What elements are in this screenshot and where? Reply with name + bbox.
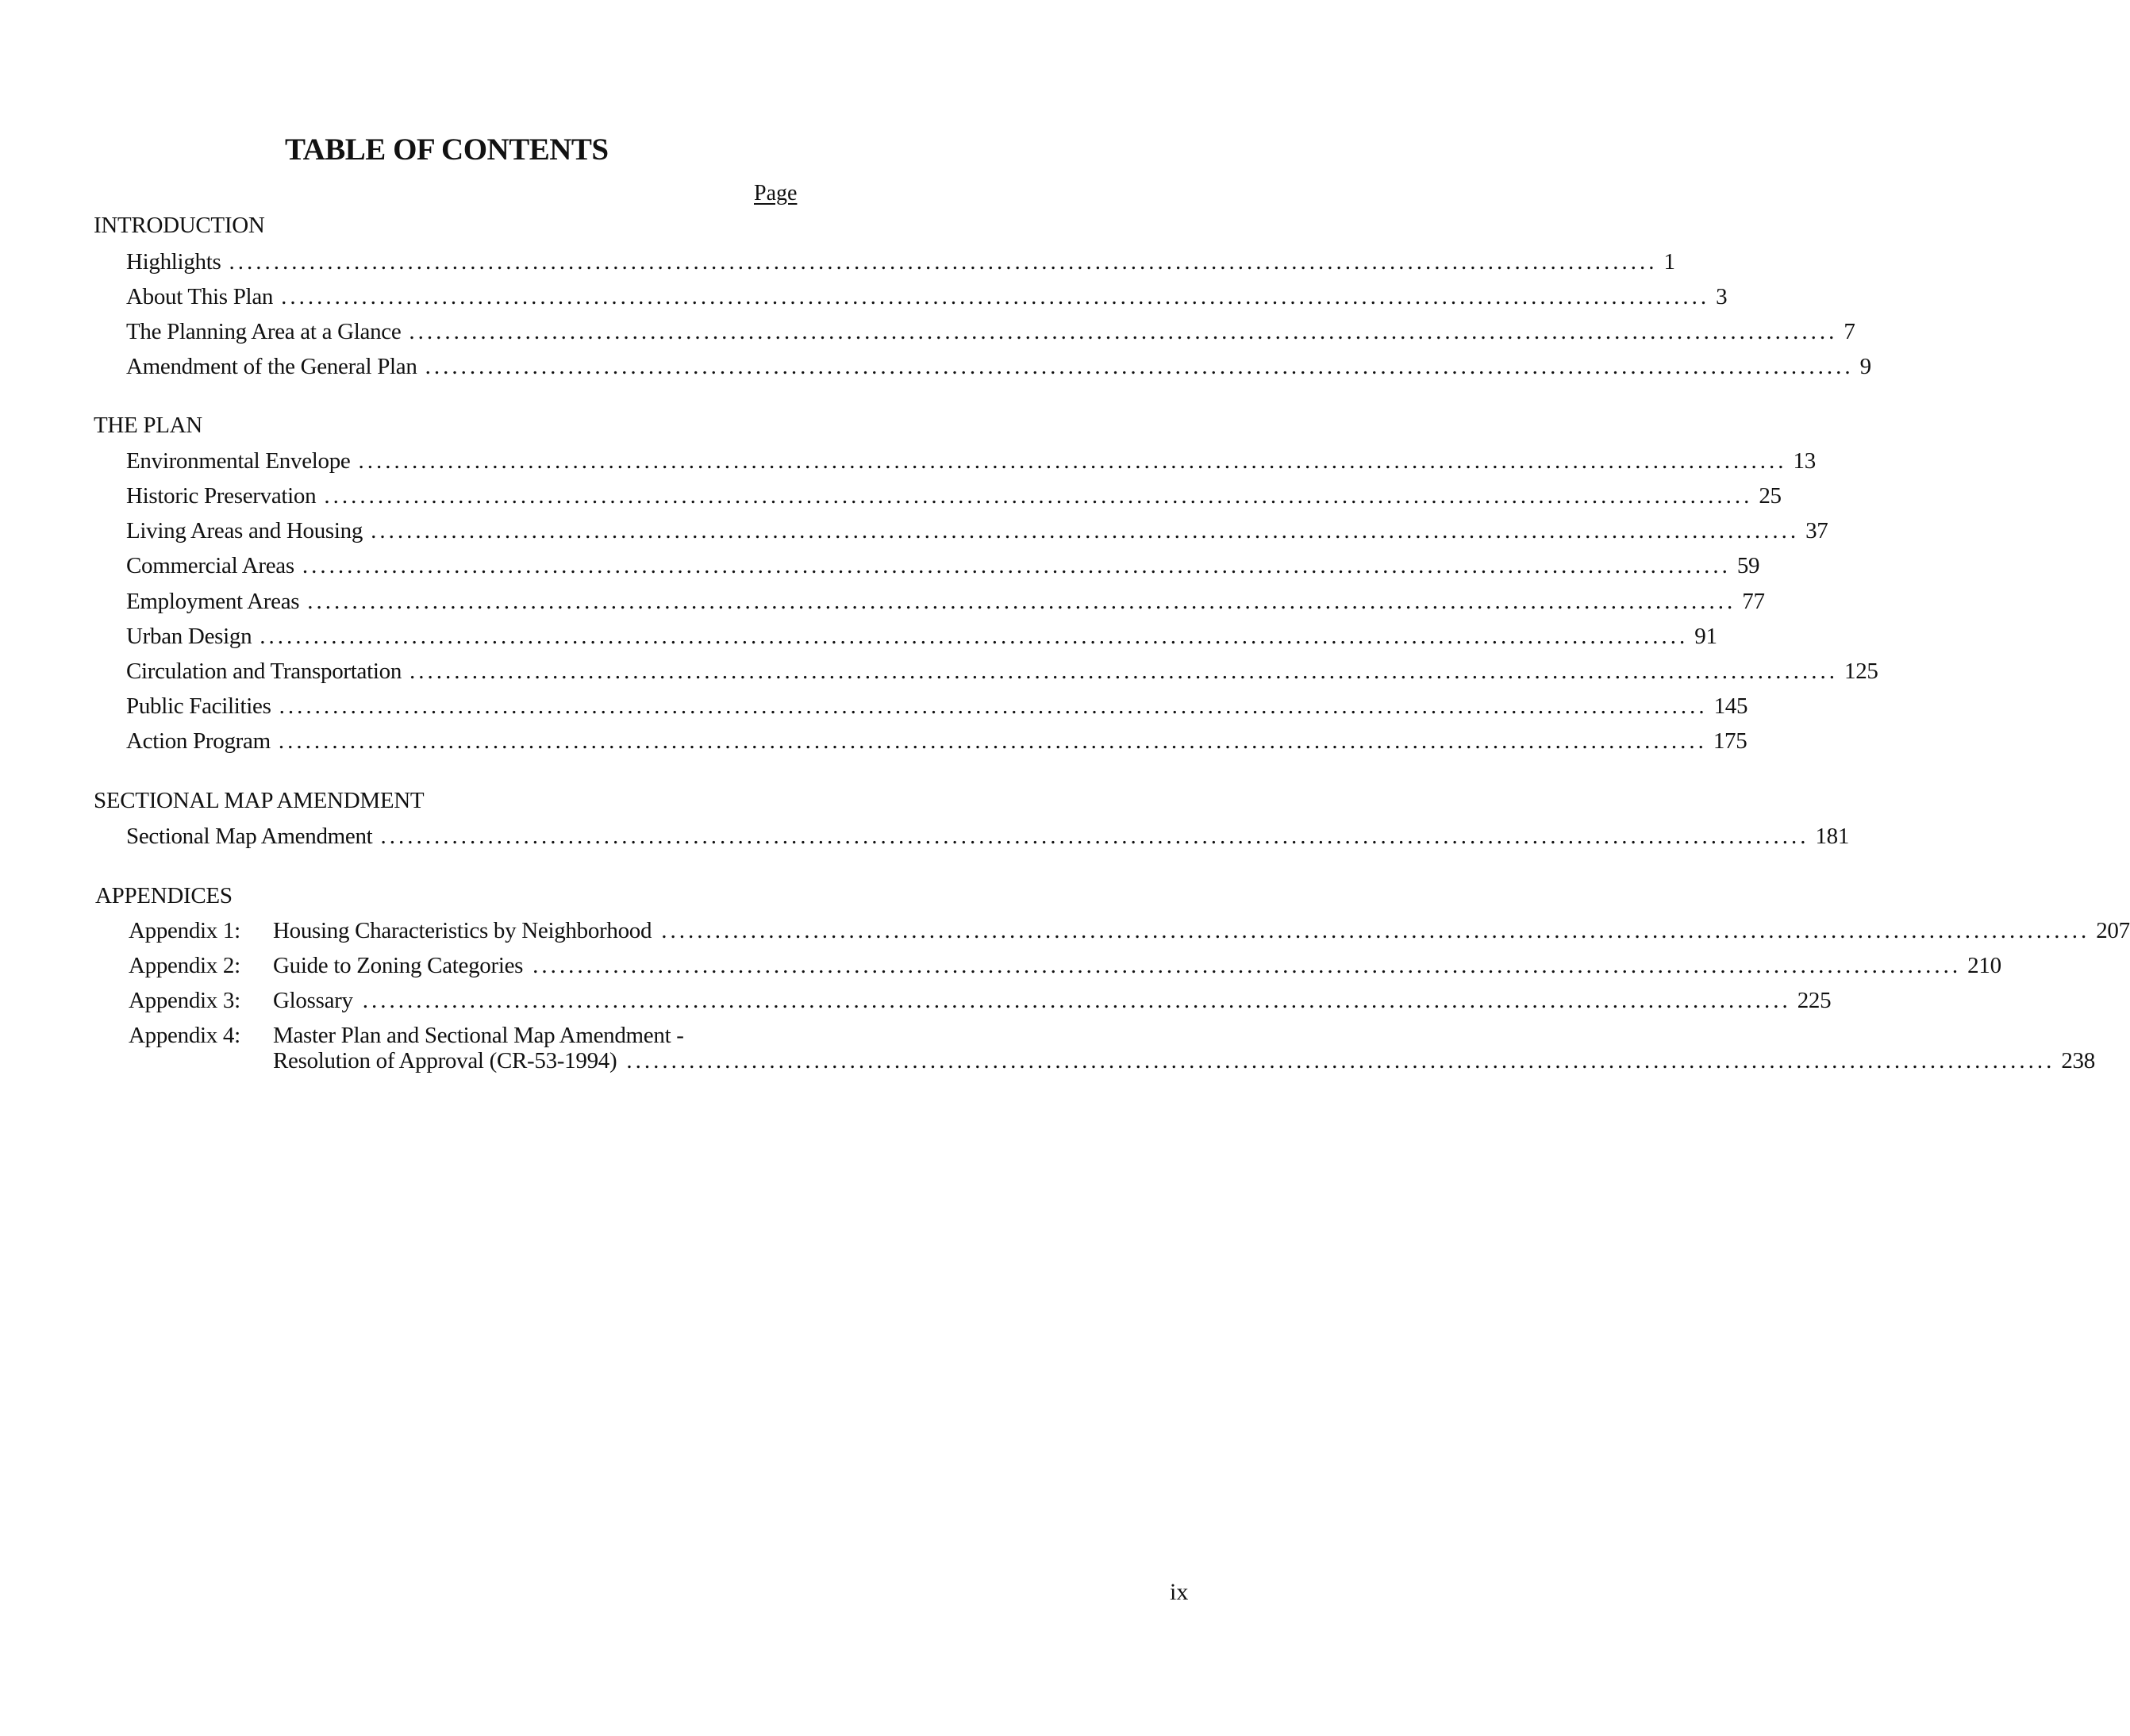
toc-entry-page: 9 bbox=[1859, 354, 1871, 379]
toc-entry bbox=[126, 483, 1782, 512]
appendix-title: Housing Characteristics by Neighborhood bbox=[273, 918, 652, 943]
toc-entry bbox=[126, 249, 1675, 278]
toc-entry bbox=[126, 728, 1747, 757]
toc-entry-label: The Planning Area at a Glance bbox=[126, 319, 402, 344]
toc-entry-page: 1 bbox=[1663, 249, 1675, 275]
appendix-title-line-1: Master Plan and Sectional Map Amendment - bbox=[273, 1023, 684, 1048]
section-heading-the-plan: THE PLAN bbox=[94, 413, 202, 438]
appendix-title: Glossary bbox=[273, 988, 353, 1013]
toc-entry-label: Action Program bbox=[126, 728, 271, 754]
appendix-page: 210 bbox=[1967, 953, 2001, 978]
dot-leader: ................................................................................................................................................................ bbox=[532, 953, 1962, 978]
dot-leader: ................................................................................................................................................................ bbox=[358, 448, 1787, 474]
toc-entry-label: Environmental Envelope bbox=[126, 448, 351, 474]
appendix-page: 207 bbox=[2096, 918, 2130, 943]
dot-leader: ................................................................................................................................................................ bbox=[380, 824, 1809, 849]
appendix-number: Appendix 1: bbox=[129, 918, 240, 943]
toc-entry-page: 91 bbox=[1694, 624, 1717, 649]
dot-leader: ................................................................................................................................................................ bbox=[409, 319, 1838, 344]
toc-entry bbox=[126, 354, 1871, 382]
toc-entry bbox=[126, 624, 1717, 652]
toc-entry-label: Sectional Map Amendment bbox=[126, 824, 373, 849]
toc-entry bbox=[126, 319, 1855, 348]
toc-entry bbox=[126, 589, 1765, 617]
appendix-title-line-2: Resolution of Approval (CR-53-1994) bbox=[273, 1048, 617, 1073]
toc-entry-page: 13 bbox=[1793, 448, 1816, 474]
page-number: ix bbox=[1170, 1579, 1189, 1605]
dot-leader: ................................................................................................................................................................ bbox=[279, 693, 1708, 719]
toc-entry bbox=[126, 284, 1728, 313]
page-title: TABLE OF CONTENTS bbox=[285, 133, 609, 167]
toc-entry bbox=[126, 693, 1748, 722]
dot-leader: ................................................................................................................................................................ bbox=[324, 483, 1753, 509]
dot-leader: ................................................................................................................................................................ bbox=[278, 728, 1707, 754]
dot-leader: ................................................................................................................................................................ bbox=[307, 589, 1736, 614]
section-heading-appendices: APPENDICES bbox=[95, 883, 233, 908]
dot-leader: ................................................................................................................................................................ bbox=[260, 624, 1689, 649]
toc-entry-page: 175 bbox=[1713, 728, 1747, 754]
appendix-number: Appendix 4: bbox=[129, 1023, 240, 1048]
toc-entry-label: Amendment of the General Plan bbox=[126, 354, 417, 379]
toc-entry-label: Urban Design bbox=[126, 624, 252, 649]
toc-entry-label: Employment Areas bbox=[126, 589, 300, 614]
dot-leader: ................................................................................................................................................................ bbox=[409, 659, 1839, 684]
toc-entry-page: 7 bbox=[1844, 319, 1855, 344]
toc-entry-label: Living Areas and Housing bbox=[126, 518, 363, 543]
appendix-page: 225 bbox=[1797, 988, 1832, 1013]
dot-leader: ................................................................................................................................................................ bbox=[229, 249, 1658, 275]
page-column-header: Page bbox=[754, 181, 798, 205]
dot-leader: ................................................................................................................................................................ bbox=[362, 988, 1791, 1013]
toc-entry-page: 77 bbox=[1742, 589, 1765, 614]
dot-leader: ................................................................................................................................................................ bbox=[661, 918, 2090, 943]
toc-entry-label: Commercial Areas bbox=[126, 553, 294, 578]
dot-leader: ................................................................................................................................................................ bbox=[281, 284, 1710, 309]
section-heading-introduction: INTRODUCTION bbox=[94, 213, 265, 238]
dot-leader: ................................................................................................................................................................ bbox=[371, 518, 1800, 543]
dot-leader: ................................................................................................................................................................ bbox=[302, 553, 1731, 578]
section-heading-sectional-map-amendment: SECTIONAL MAP AMENDMENT bbox=[94, 788, 425, 813]
toc-entry-label: Circulation and Transportation bbox=[126, 659, 402, 684]
toc-entry-page: 3 bbox=[1716, 284, 1728, 309]
toc-entry bbox=[126, 659, 1878, 687]
toc-entry-page: 37 bbox=[1805, 518, 1828, 543]
toc-entry-page: 59 bbox=[1736, 553, 1760, 578]
appendix-number: Appendix 3: bbox=[129, 988, 240, 1013]
toc-entry-page: 25 bbox=[1759, 483, 1782, 509]
appendix-page: 238 bbox=[2061, 1048, 2095, 1073]
toc-entry-label: Highlights bbox=[126, 249, 221, 275]
toc-entry-label: About This Plan bbox=[126, 284, 274, 309]
toc-entry-label: Public Facilities bbox=[126, 693, 271, 719]
toc-entry-page: 181 bbox=[1815, 824, 1850, 849]
toc-entry bbox=[126, 518, 1828, 547]
toc-entry bbox=[126, 553, 1760, 582]
appendix-number: Appendix 2: bbox=[129, 953, 240, 978]
appendix-title: Guide to Zoning Categories bbox=[273, 953, 524, 978]
dot-leader: ................................................................................................................................................................ bbox=[425, 354, 1854, 379]
toc-entry bbox=[126, 448, 1816, 477]
dot-leader: ................................................................................................................................................................ bbox=[626, 1048, 2055, 1073]
toc-entry-label: Historic Preservation bbox=[126, 483, 317, 509]
toc-entry-page: 145 bbox=[1713, 693, 1748, 719]
toc-entry-page: 125 bbox=[1844, 659, 1878, 684]
toc-entry bbox=[126, 824, 1850, 852]
